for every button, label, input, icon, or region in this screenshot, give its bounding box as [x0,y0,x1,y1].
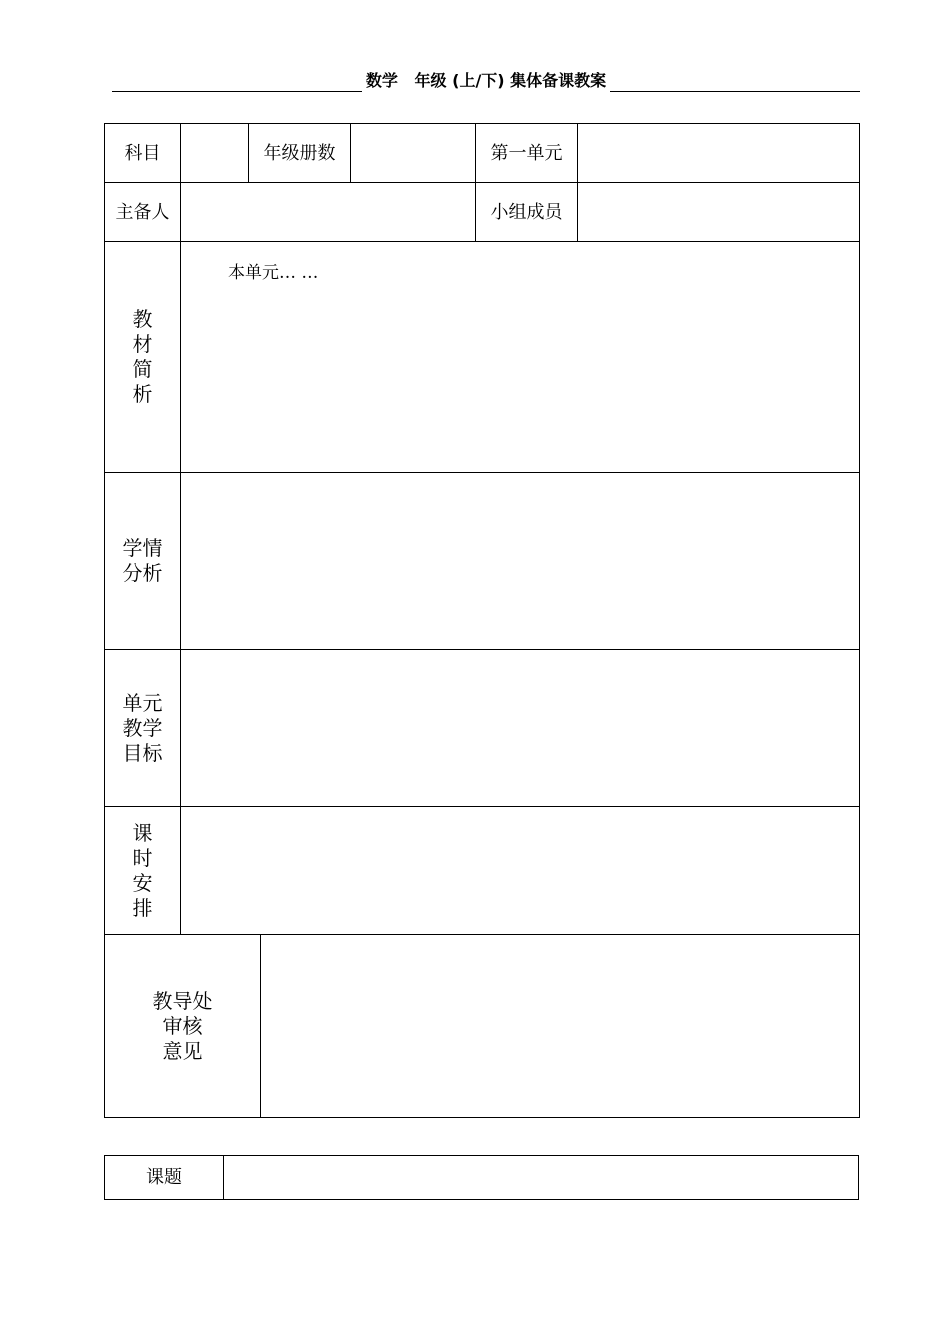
subject-label: 科目 [104,123,181,183]
unit-field[interactable] [577,123,860,183]
textbook-analysis-label: 教 材 简 析 [104,241,181,473]
header-right-rule [610,73,860,92]
schedule-label: 课 时 安 排 [104,806,181,935]
document-title: 数学 年级 (上/下) 集体备课教案 [365,71,607,90]
review-label: 教导处 审核 意见 [104,934,261,1118]
unit-goals-label: 单元 教学 目标 [104,649,181,807]
textbook-analysis-field[interactable] [180,241,860,473]
textbook-analysis-text: 本单元… … [228,263,319,283]
review-field[interactable] [260,934,860,1118]
subject-field[interactable] [180,123,249,183]
header-left-rule [112,73,362,92]
document-header [112,66,860,92]
schedule-field[interactable] [180,806,860,935]
grade-volume-label: 年级册数 [248,123,351,183]
lesson-topic-label: 课题 [104,1155,224,1200]
grade-volume-field[interactable] [350,123,476,183]
lead-preparer-field[interactable] [180,182,476,242]
student-analysis-label: 学情 分析 [104,472,181,650]
student-analysis-field[interactable] [180,472,860,650]
lesson-topic-field[interactable] [223,1155,859,1200]
group-members-field[interactable] [577,182,860,242]
unit-goals-field[interactable] [180,649,860,807]
group-members-label: 小组成员 [475,182,578,242]
lead-preparer-label: 主备人 [104,182,181,242]
unit-label: 第一单元 [475,123,578,183]
